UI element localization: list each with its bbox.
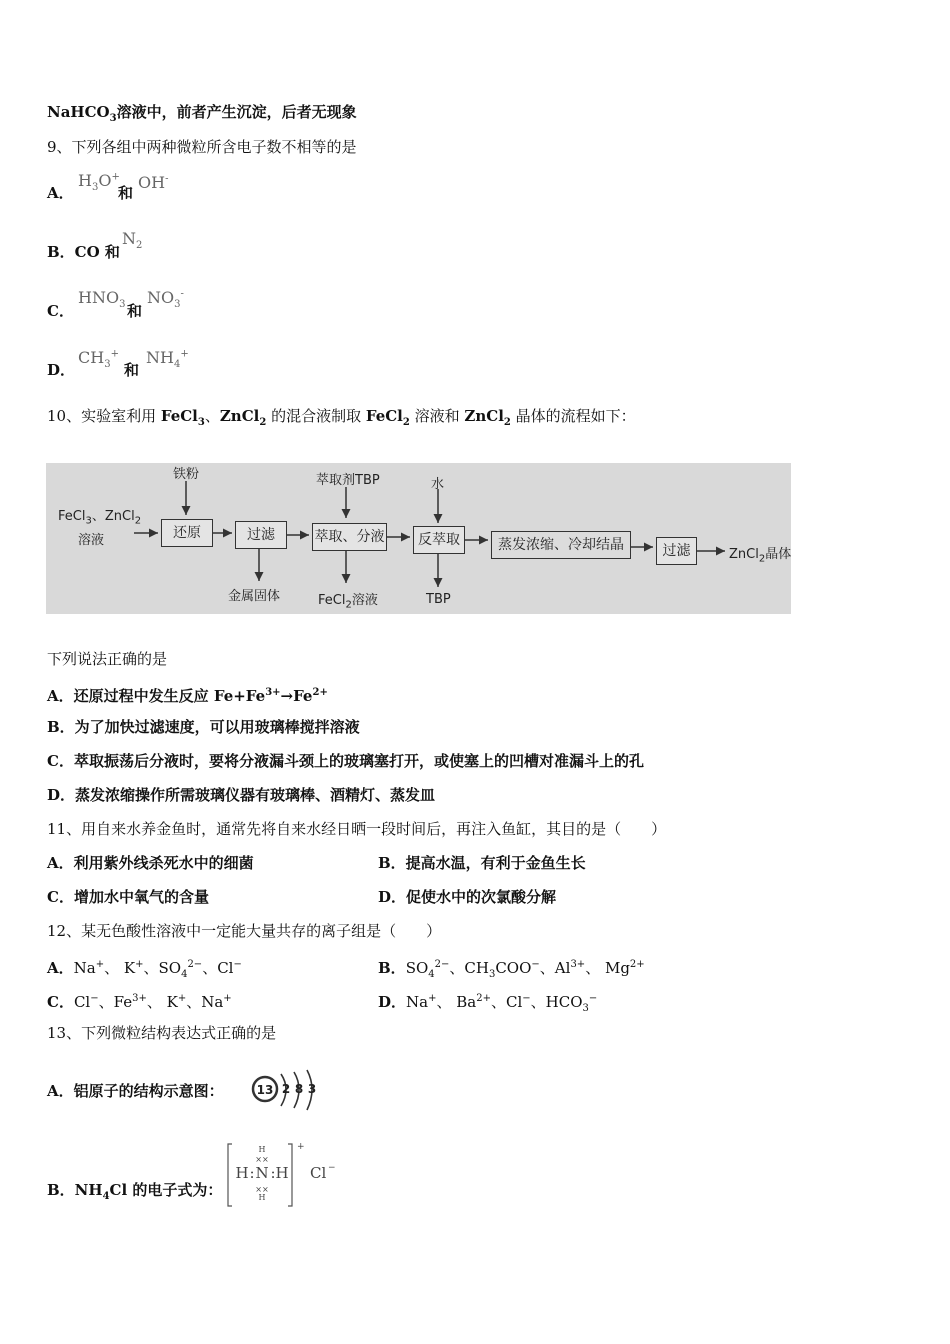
q9-option-a-formula1: $H_3O^+$ — [78, 171, 120, 194]
flowchart — [46, 463, 791, 614]
q10-option-d: D．蒸发浓缩操作所需玻璃仪器有玻璃棒、酒精灯、蒸发皿 — [47, 786, 436, 804]
ef-h-bottom: H — [258, 1193, 266, 1202]
flow-step-filter2: 过滤 — [656, 537, 697, 565]
carryover-line: NaHCO$_3$溶液中，前者产生沉淀，后者无现象 — [47, 103, 357, 124]
ef-xx-bottom: ×× — [255, 1185, 269, 1194]
ef-h-top: H — [258, 1145, 266, 1154]
q12-option-a: A．Na+、 K+、$SO_4^{2-}$、Cl− — [47, 959, 242, 980]
ef-colon-left: : — [249, 1164, 255, 1182]
q13-option-a: A．铝原子的结构示意图： — [47, 1082, 224, 1100]
ef-cl: Cl — [310, 1164, 327, 1182]
q9-option-a-formula2: OH- — [138, 173, 169, 192]
flow-output-fecl2: FeCl$_2$溶液 — [318, 593, 378, 611]
q9-option-a-and: 和 — [118, 184, 134, 202]
ef-plus: + — [297, 1142, 305, 1152]
q11-option-a: A．利用紫外线杀死水中的细菌 — [47, 854, 254, 872]
q11-option-c: C．增加水中氧气的含量 — [47, 888, 209, 906]
flow-reagent-water: 水 — [431, 477, 445, 492]
flow-step-filter1: 过滤 — [235, 521, 287, 549]
flow-input: FeCl$_3$、ZnCl$_2$ — [58, 509, 142, 527]
q10-stem: 10、实验室利用 FeCl$_3$、ZnCl$_2$ 的混合液制取 FeCl$_2$ 溶液和 ZnCl$_2$ 晶体的流程如下： — [47, 407, 636, 428]
q10-option-c: C．萃取振荡后分液时，要将分液漏斗颈上的玻璃塞打开，或使塞上的凹槽对准漏斗上的孔 — [47, 752, 644, 770]
ef-h-right: H — [275, 1164, 289, 1182]
q12-option-c: C．Cl−、$Fe^{3+}$、 K+、Na+ — [47, 993, 232, 1011]
q9-option-d-label: D． — [47, 361, 76, 379]
flow-product: ZnCl$_2$晶体 — [729, 547, 792, 565]
flow-step-evaporation: 蒸发浓缩、冷却结晶 — [491, 531, 631, 559]
q9-option-a-label: A． — [47, 184, 74, 202]
right-bracket — [288, 1144, 292, 1206]
q10-option-b: B．为了加快过滤速度，可以用玻璃棒搅拌溶液 — [47, 718, 360, 736]
q12-stem: 12、某无色酸性溶液中一定能大量共存的离子组是（ ） — [47, 922, 442, 940]
flow-input-solution: 溶液 — [78, 533, 105, 548]
aluminum-atom-diagram — [248, 1064, 320, 1114]
ef-cl-charge: − — [328, 1163, 336, 1173]
q10-option-a: A．还原过程中发生反应 $Fe+Fe^{3+}\to Fe^{2+}$ — [47, 687, 328, 705]
q9-option-d-and: 和 — [124, 361, 140, 379]
flow-step-extraction: 萃取、分液 — [312, 523, 387, 551]
q12-option-d: D．Na+、 $Ba^{2+}$、Cl−、$HCO_3^-$ — [378, 993, 598, 1014]
q9-option-c-and: 和 — [127, 302, 143, 320]
left-bracket — [228, 1144, 232, 1206]
q9-option-b-formula: $N_2$ — [122, 229, 143, 252]
q9-option-b-label: B．CO 和 — [47, 243, 120, 261]
ef-n: N — [255, 1164, 269, 1182]
ef-xx-top: ×× — [255, 1155, 269, 1164]
flow-output-metal: 金属固体 — [228, 589, 281, 604]
q9-option-c-formula2: $NO_3^-$ — [147, 288, 184, 311]
q13-stem: 13、下列微粒结构表达式正确的是 — [47, 1024, 277, 1042]
flow-reagent-iron: 铁粉 — [173, 467, 200, 482]
flow-step-reduction: 还原 — [161, 519, 213, 547]
q12-option-b: B．$SO_4^{2-}$、$CH_3COO^-$、$Al^{3+}$、 $Mg^{2+}$ — [378, 959, 645, 980]
q9-stem: 9、下列各组中两种微粒所含电子数不相等的是 — [47, 138, 357, 156]
q11-stem: 11、用自来水养金鱼时，通常先将自来水经日晒一段时间后，再注入鱼缸，其目的是（ ） — [47, 820, 667, 838]
flow-output-tbp: TBP — [426, 592, 451, 607]
flow-reagent-tbp: 萃取剂TBP — [316, 473, 380, 488]
q11-option-d: D．促使水中的次氯酸分解 — [378, 888, 557, 906]
q11-option-b: B．提高水温，有利于金鱼生长 — [378, 854, 586, 872]
nh4cl-electron-formula — [224, 1140, 344, 1210]
ef-h-left: H — [235, 1164, 249, 1182]
atom-shell-3: 3 — [307, 1082, 317, 1096]
atom-nucleus-label: 13 — [256, 1083, 274, 1097]
q13-option-b: B．$NH_4Cl$ 的电子式为： — [47, 1181, 223, 1202]
flow-step-back-extraction: 反萃取 — [413, 526, 465, 554]
ef-colon-right: : — [270, 1164, 276, 1182]
q10-question: 下列说法正确的是 — [47, 650, 168, 668]
q9-option-d-formula1: $CH_3^+$ — [78, 348, 119, 371]
atom-shell-1: 2 — [281, 1082, 291, 1096]
atom-shell-2: 8 — [294, 1082, 304, 1096]
q9-option-d-formula2: $NH_4^+$ — [146, 348, 189, 371]
q9-option-c-formula1: $HNO_3$ — [78, 288, 126, 311]
q9-option-c-label: C． — [47, 302, 74, 320]
